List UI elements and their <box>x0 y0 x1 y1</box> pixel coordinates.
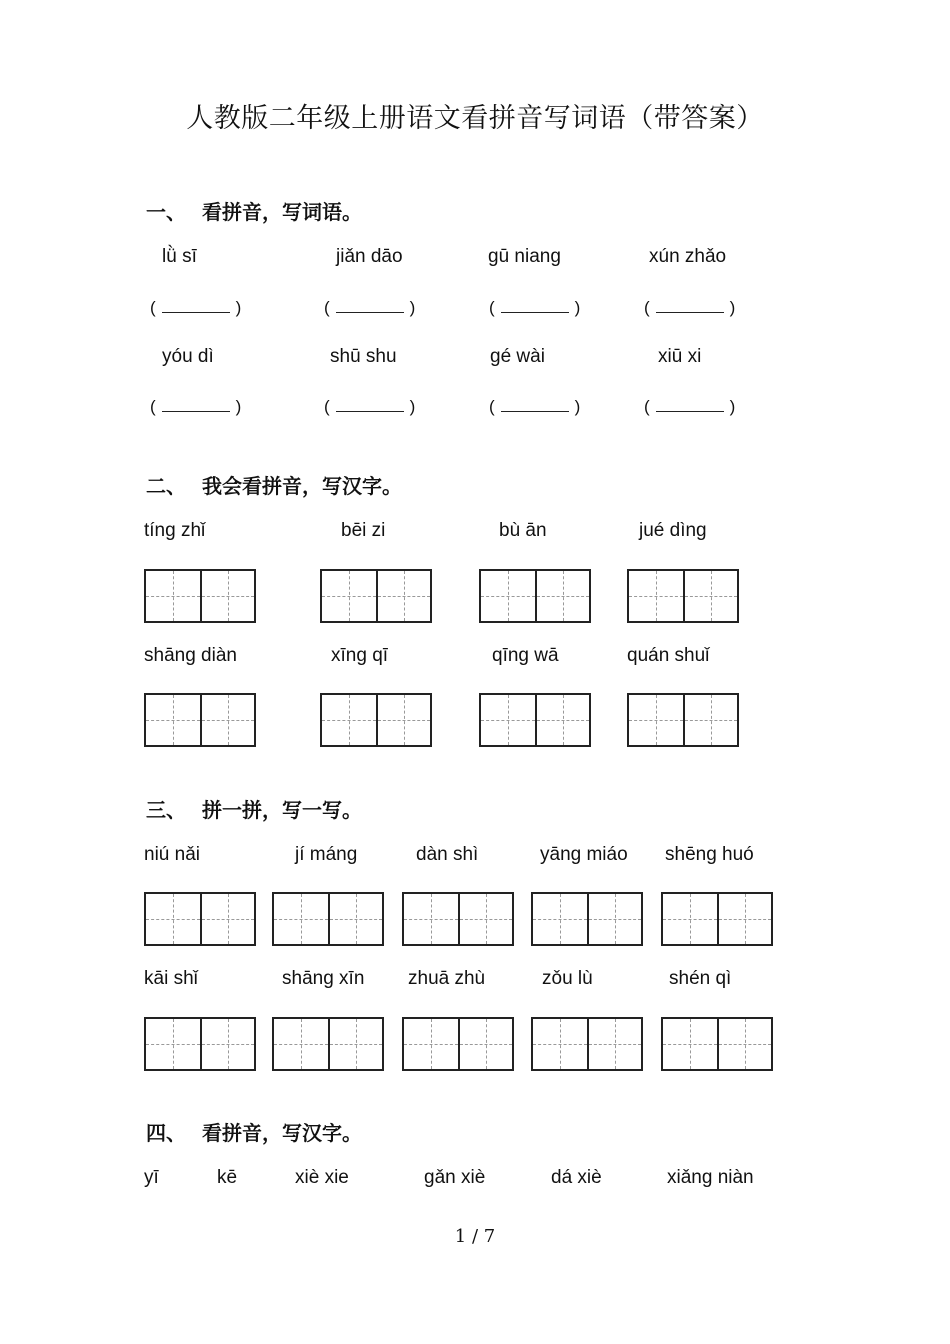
pinyin-label: kāi shǐ <box>144 968 198 989</box>
grid-cell[interactable] <box>587 894 641 944</box>
section-2-heading <box>146 470 402 499</box>
pinyin-label: xún zhǎo <box>649 246 727 267</box>
paren-open: ( <box>324 397 330 416</box>
writing-grid[interactable] <box>402 892 514 946</box>
pinyin-label: zǒu lù <box>542 968 593 989</box>
answer-blank[interactable] <box>489 298 580 318</box>
writing-grid[interactable] <box>272 892 384 946</box>
pinyin-label: bēi zi <box>341 520 386 541</box>
pinyin-label: dá xiè <box>551 1167 602 1188</box>
paren-close: ) <box>235 298 242 317</box>
paren-open: ( <box>644 397 650 416</box>
section-title: 我会看拼音，写汉字。 <box>202 474 402 498</box>
grid-cell[interactable] <box>376 571 430 621</box>
section-1-heading <box>146 196 362 225</box>
writing-grid[interactable] <box>144 1017 256 1071</box>
pinyin-label: quán shuǐ <box>627 645 710 666</box>
paren-close: ) <box>409 397 416 416</box>
paren-open: ( <box>644 298 650 317</box>
grid-cell[interactable] <box>328 1019 382 1069</box>
grid-cell[interactable] <box>458 1019 512 1069</box>
pinyin-label: zhuā zhù <box>408 968 486 989</box>
pinyin-label: yóu dì <box>162 346 214 367</box>
paren-open: ( <box>150 397 156 416</box>
grid-cell[interactable] <box>200 1019 254 1069</box>
page-number: 1 / 7 <box>454 1226 496 1247</box>
pinyin-label: dàn shì <box>416 844 479 865</box>
grid-cell[interactable] <box>322 571 376 621</box>
section-number: 二、 <box>146 474 186 498</box>
grid-cell[interactable] <box>322 695 376 745</box>
paren-open: ( <box>489 397 495 416</box>
pinyin-label: shén qì <box>669 968 732 989</box>
grid-cell[interactable] <box>683 695 737 745</box>
paren-close: ) <box>729 298 736 317</box>
grid-cell[interactable] <box>200 695 254 745</box>
grid-cell[interactable] <box>458 894 512 944</box>
grid-cell[interactable] <box>376 695 430 745</box>
writing-grid[interactable] <box>144 693 256 747</box>
answer-blank[interactable] <box>150 298 241 318</box>
writing-grid[interactable] <box>144 569 256 623</box>
grid-cell[interactable] <box>481 695 535 745</box>
paren-open: ( <box>150 298 156 317</box>
pinyin-label: jué dìng <box>639 520 707 541</box>
writing-grid[interactable] <box>479 693 591 747</box>
pinyin-label: gū niang <box>488 246 561 267</box>
section-3-heading <box>146 794 362 823</box>
section-4-heading <box>146 1117 362 1146</box>
pinyin-label: gé wài <box>490 346 545 367</box>
grid-cell[interactable] <box>404 894 458 944</box>
grid-cell[interactable] <box>683 571 737 621</box>
answer-blank[interactable] <box>644 298 735 318</box>
grid-cell[interactable] <box>629 695 683 745</box>
answer-blank[interactable] <box>150 397 241 417</box>
pinyin-label: yī <box>144 1167 159 1188</box>
pinyin-label: lǜ sī <box>162 246 197 267</box>
pinyin-label: shāng xīn <box>282 968 365 989</box>
grid-cell[interactable] <box>146 894 200 944</box>
paren-close: ) <box>729 397 736 416</box>
grid-cell[interactable] <box>404 1019 458 1069</box>
grid-cell[interactable] <box>717 894 771 944</box>
grid-cell[interactable] <box>481 571 535 621</box>
pinyin-label: shāng diàn <box>144 645 237 666</box>
paren-close: ) <box>574 397 581 416</box>
writing-grid[interactable] <box>402 1017 514 1071</box>
paren-close: ) <box>409 298 416 317</box>
pinyin-label: shū shu <box>330 346 397 367</box>
writing-grid[interactable] <box>661 1017 773 1071</box>
grid-cell[interactable] <box>146 571 200 621</box>
section-number: 一、 <box>146 200 186 224</box>
writing-grid[interactable] <box>531 892 643 946</box>
answer-blank[interactable] <box>324 298 415 318</box>
answer-blank[interactable] <box>324 397 415 417</box>
writing-grid[interactable] <box>661 892 773 946</box>
grid-cell[interactable] <box>274 894 328 944</box>
pinyin-label: kē <box>217 1167 238 1188</box>
writing-grid[interactable] <box>479 569 591 623</box>
pinyin-label: shēng huó <box>665 844 754 865</box>
pinyin-label: xiū xi <box>658 346 702 367</box>
pinyin-label: tíng zhǐ <box>144 520 206 541</box>
pinyin-label: jí máng <box>295 844 358 865</box>
pinyin-label: gǎn xiè <box>424 1167 486 1188</box>
section-title: 看拼音，写汉字。 <box>202 1121 362 1145</box>
pinyin-label: xīng qī <box>331 645 389 666</box>
paren-close: ) <box>574 298 581 317</box>
pinyin-label: xiǎng niàn <box>667 1167 754 1188</box>
grid-cell[interactable] <box>663 1019 717 1069</box>
section-title: 看拼音，写词语。 <box>202 200 362 224</box>
writing-grid[interactable] <box>627 693 739 747</box>
grid-cell[interactable] <box>535 571 589 621</box>
pinyin-label: bù ān <box>499 520 547 541</box>
grid-cell[interactable] <box>146 1019 200 1069</box>
pinyin-label: qīng wā <box>492 645 559 666</box>
grid-cell[interactable] <box>663 894 717 944</box>
writing-grid[interactable] <box>272 1017 384 1071</box>
grid-cell[interactable] <box>200 894 254 944</box>
grid-cell[interactable] <box>533 1019 587 1069</box>
pinyin-label: yāng miáo <box>540 844 628 865</box>
grid-cell[interactable] <box>533 894 587 944</box>
grid-cell[interactable] <box>328 894 382 944</box>
writing-grid[interactable] <box>320 569 432 623</box>
writing-grid[interactable] <box>320 693 432 747</box>
grid-cell[interactable] <box>200 571 254 621</box>
grid-cell[interactable] <box>717 1019 771 1069</box>
pinyin-label: xiè xie <box>295 1167 349 1188</box>
grid-cell[interactable] <box>535 695 589 745</box>
pinyin-label: jiǎn dāo <box>336 246 403 267</box>
grid-cell[interactable] <box>274 1019 328 1069</box>
answer-blank[interactable] <box>644 397 735 417</box>
grid-cell[interactable] <box>146 695 200 745</box>
pinyin-label: niú nǎi <box>144 844 200 865</box>
section-number: 四、 <box>146 1121 186 1145</box>
page-title: 人教版二年级上册语文看拼音写词语（带答案） <box>186 103 764 134</box>
section-title: 拼一拼，写一写。 <box>202 798 362 822</box>
writing-grid[interactable] <box>627 569 739 623</box>
answer-blank[interactable] <box>489 397 580 417</box>
writing-grid[interactable] <box>531 1017 643 1071</box>
paren-close: ) <box>235 397 242 416</box>
writing-grid[interactable] <box>144 892 256 946</box>
grid-cell[interactable] <box>629 571 683 621</box>
section-number: 三、 <box>146 798 186 822</box>
paren-open: ( <box>489 298 495 317</box>
grid-cell[interactable] <box>587 1019 641 1069</box>
paren-open: ( <box>324 298 330 317</box>
